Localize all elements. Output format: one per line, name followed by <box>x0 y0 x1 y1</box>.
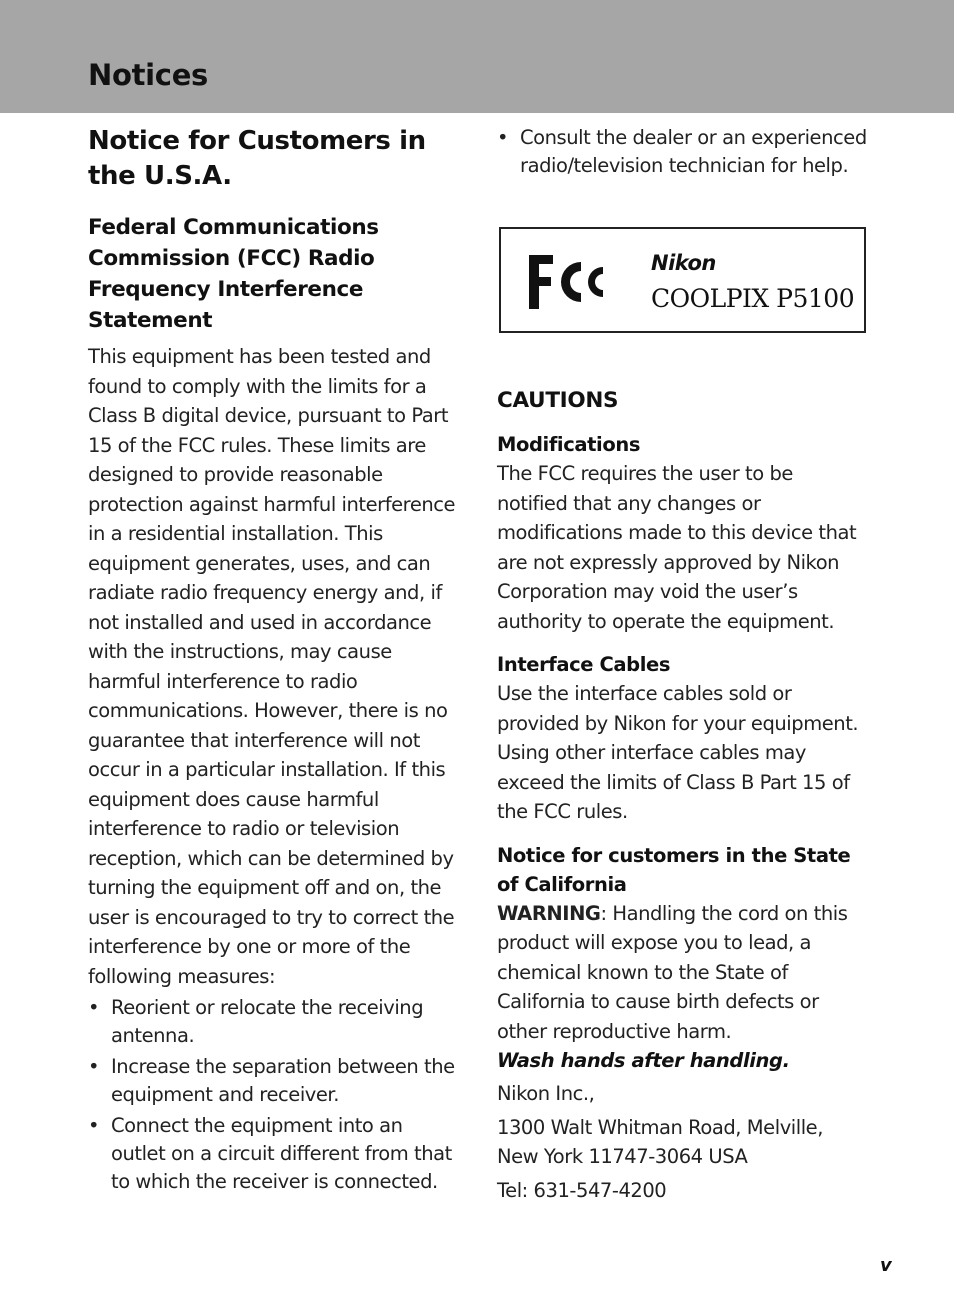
list-item: • Connect the equipment into an outlet on a circuit different from that to which the receiver is connected. <box>88 1114 452 1193</box>
fcc-statement-heading: Federal Communications Commission (FCC) Radio Frequency Interference Statement <box>88 215 379 333</box>
page-number: v <box>880 1255 892 1276</box>
bullet-icon: • <box>88 1114 100 1137</box>
interface-cables-text: Use the interface cables sold or provided by Nikon for your equipment. Using other interface cables may exceed the limits of Class B Part 15 of the FCC rules. <box>497 682 859 823</box>
list-item: • Increase the separation between the equipment and receiver. <box>88 1055 455 1106</box>
cautions-heading: CAUTIONS <box>497 388 619 413</box>
address-street: 1300 Walt Whitman Road, Melville, New York 11747-3064 USA <box>497 1115 823 1168</box>
section-heading-usa: Notice for Customers in the U.S.A. <box>88 126 426 191</box>
address-company: Nikon Inc., <box>497 1082 595 1105</box>
california-warning <box>497 899 869 1047</box>
wash-hands-note: Wash hands after handling. <box>497 1049 790 1072</box>
left-column <box>88 124 456 1199</box>
page-title: Notices <box>88 58 209 92</box>
measures-list-continued <box>497 124 869 180</box>
fcc-logo-icon <box>527 253 607 311</box>
nikon-brand-logo: Nikon <box>651 251 716 275</box>
measures-list <box>88 994 456 1196</box>
bullet-icon: • <box>497 126 509 149</box>
warning-text: : Handling the cord on this product will expose you to lead, a chemical known to the State of California to cause birth defects or other reproductive harm. <box>497 901 848 1043</box>
fcc-statement-paragraph: This equipment has been tested and found to comply with the limits for a Class B digital device, pursuant to Part 15 of the FCC rules. These limits are designed to provide reasonable protection against harmful interference in a residential installation. This equipment generates, uses, and can radiate radio frequency energy and, if not installed and used in accordance with the instructions, may cause harmful interference to radio communications. However, there is no guarantee that interference will not occur in a particular installation. If this equipment does cause harmful interference to radio or television reception, which can be determined by turning the equipment off and on, the user is encouraged to try to correct the interference by one or more of the following measures: <box>88 345 456 988</box>
california-section <box>497 841 869 1206</box>
list-item: • Reorient or relocate the receiving antenna. <box>88 996 424 1047</box>
interface-cables-heading: Interface Cables <box>497 653 671 676</box>
interface-cables-section <box>497 650 869 827</box>
address-tel: Tel: 631-547-4200 <box>497 1178 667 1202</box>
cautions-section <box>497 386 869 1209</box>
warning-label: WARNING <box>497 901 601 925</box>
bullet-icon: • <box>88 1055 100 1078</box>
right-column <box>497 124 869 183</box>
california-heading: Notice for customers in the State of California <box>497 843 851 896</box>
modifications-heading: Modifications <box>497 433 641 456</box>
page-header-bar <box>0 0 954 113</box>
camera-model-name: COOLPIX P5100 <box>651 284 855 313</box>
modifications-section <box>497 430 869 636</box>
bullet-icon: • <box>88 996 100 1019</box>
list-item: • Consult the dealer or an experienced radio/television technician for help. <box>497 126 867 177</box>
modifications-text: The FCC requires the user to be notified that any changes or modifications made to this device that are not expressly approved by Nikon Corporation may void the user’s authority to operate the equipment. <box>497 462 857 633</box>
fcc-logo-box <box>499 227 866 333</box>
